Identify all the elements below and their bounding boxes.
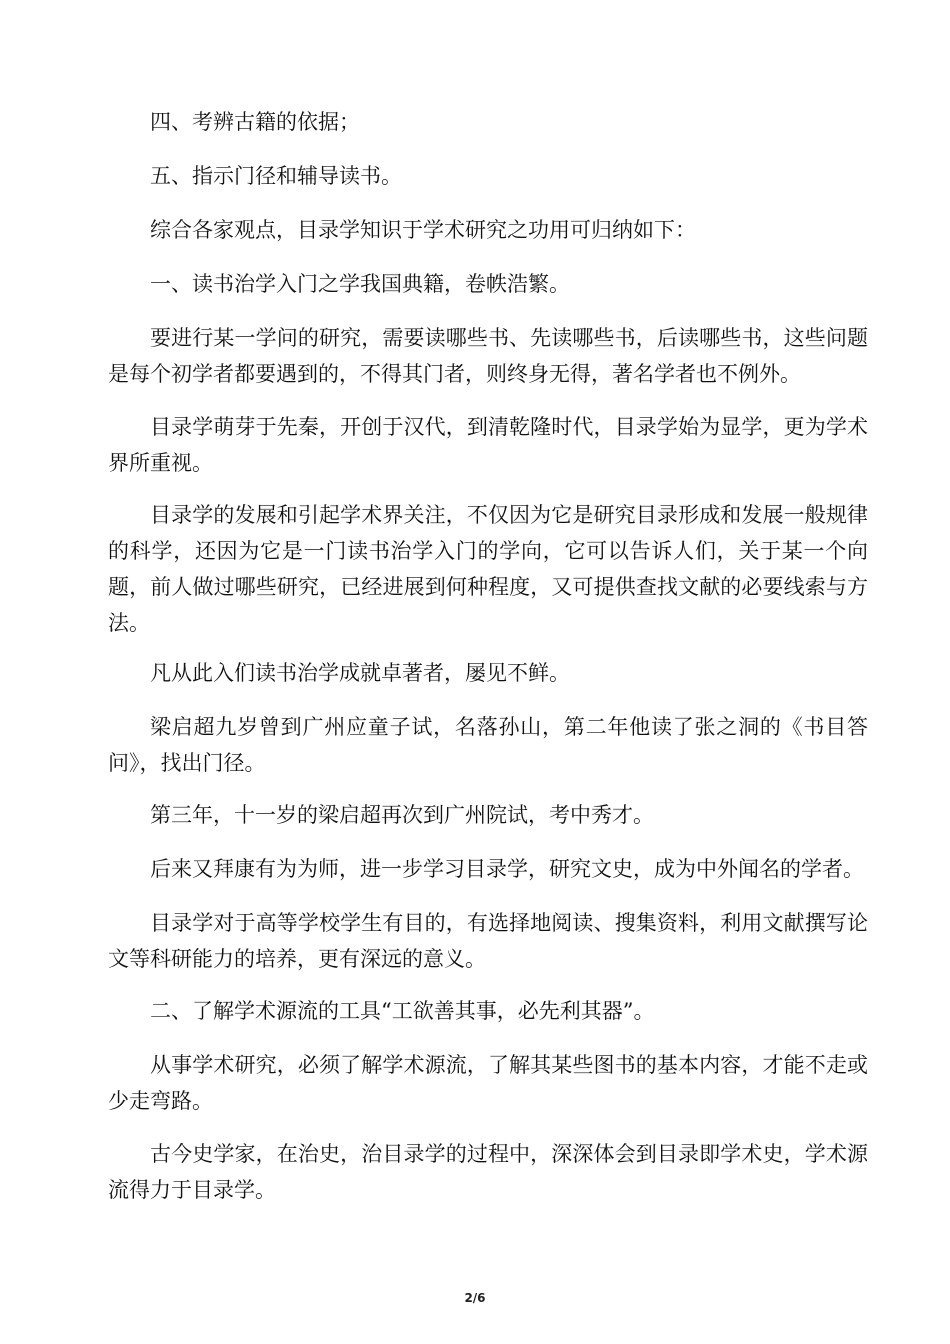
paragraph: 二、了解学术源流的工具“工欲善其事，必先利其器”。 [150,999,655,1023]
paragraph: 四、考辨古籍的依据； [150,110,360,134]
paragraph: 综合各家观点，目录学知识于学术研究之功用可归纳如下： [150,218,696,242]
paragraph: 凡从此入们读书治学成就卓著者，屡见不鲜。 [150,661,570,685]
paragraph: 后来又拜康有为为师，进一步学习目录学，研究文史，成为中外闻名的学者。 [150,857,864,881]
paragraph: 目录学对于高等学校学生有目的，有选择地阅读、搜集资料，利用文献撰写论文等科研能力的培养，更有深远的意义。 [108,911,868,971]
paragraph: 梁启超九岁曾到广州应童子试，名落孙山，第二年他读了张之洞的《书目答问》，找出门径。 [108,715,868,775]
paragraph: 目录学的发展和引起学术界关注，不仅因为它是研究目录形成和发展一般规律的科学，还因为它是一门读书治学入门的学向，它可以告诉人们，关于某一个向题，前人做过哪些研究，已经进展到何种程度，又可提供查找文献的必要线索与方法。 [108,503,868,635]
paragraph: 一、读书治学入门之学我国典籍，卷帙浩繁。 [150,272,570,296]
paragraph: 目录学萌芽于先秦，开创于汉代，到清乾隆时代，目录学始为显学，更为学术界所重视。 [108,415,868,475]
paragraph: 五、指示门径和辅导读书。 [150,164,402,188]
page-number: 2/6 [464,1291,486,1305]
paragraph: 古今史学家，在治史，治目录学的过程中，深深体会到目录即学术史，学术源流得力于目录学。 [108,1142,868,1202]
paragraph: 第三年，十一岁的梁启超再次到广州院试，考中秀才。 [150,803,654,827]
paragraph: 从事学术研究，必须了解学术源流，了解其某些图书的基本内容，才能不走或少走弯路。 [108,1053,868,1113]
paragraph: 要进行某一学问的研究，需要读哪些书、先读哪些书，后读哪些书，这些问题是每个初学者都要遇到的，不得其门者，则终身无得，著名学者也不例外。 [108,326,868,386]
